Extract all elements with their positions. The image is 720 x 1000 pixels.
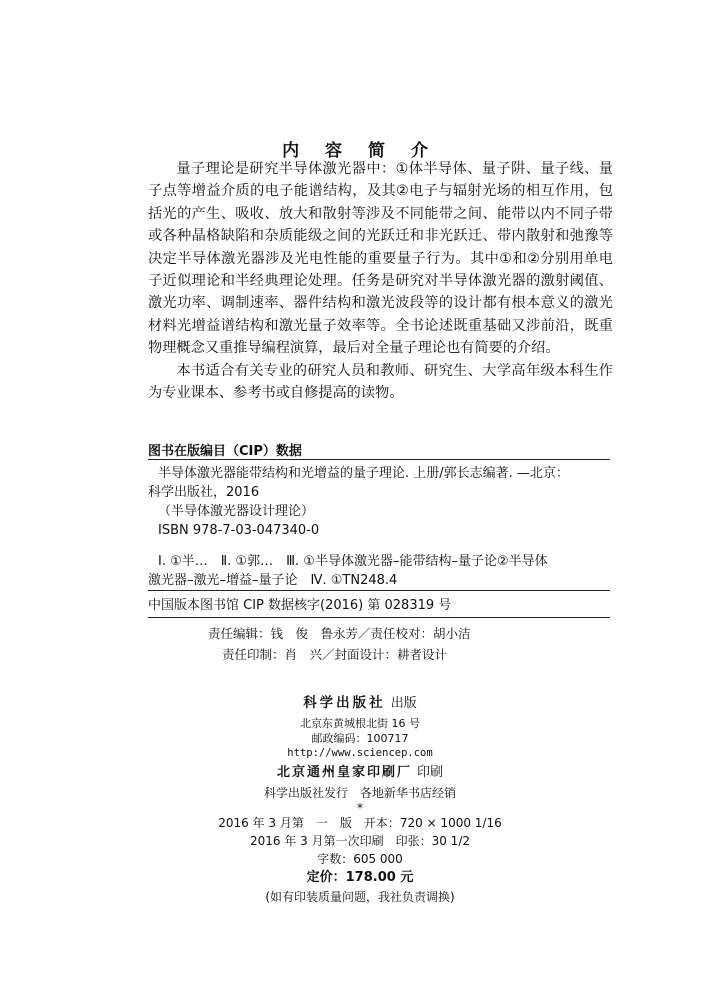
summary-text <box>148 158 613 404</box>
credits-production: 责任印制：肖 兴／封面设计：耕者设计 <box>222 647 448 662</box>
distribution: 科学出版社发行 各地新华书店经销 <box>263 786 456 800</box>
summary-paragraph-1: 量子理论是研究半导体激光器中：①体半导体、量子阱、量子线、量子点等增益介质的电子能谱结构，及其②电子与辐射光场的相互作用，包括光的产生、吸收、放大和散射等涉及不同能带之间、能带以内不同子带或各种晶格缺陷和杂质能级之间的光跃迁和非光跃迁、带内散射和弛豫等决定半导体激光器涉及光电性能的重要量子行为。其中①和②分别用单电子近似理论和半经典理论处理。任务是研究对半导体激光器的激射阈值、激光功率、调制速率、器件结构和激光波段等的设计都有根本意义的激光材料光增益谱结构和激光量子效率等。全书论述既重基础又涉前沿，既重物理概念又重推导编程演算，最后对全量子理论也有简要的介绍。 <box>148 161 613 357</box>
printer-suffix: 印刷 <box>417 765 444 780</box>
cip-line-1: 半导体激光器能带结构和光增益的量子理论. 上册/郭长志编著. —北京： <box>158 466 569 481</box>
postcode: 邮政编码：100717 <box>311 732 409 745</box>
quality-note: (如有印装质量问题，我社负责调换) <box>265 890 455 904</box>
credits <box>208 623 471 665</box>
credits-editors: 责任编辑：钱 俊 鲁永芳／责任校对：胡小洁 <box>208 626 471 641</box>
price: 定价：178.00 元 <box>306 870 414 885</box>
publisher-suffix: 出版 <box>390 696 417 711</box>
cip-top-rule <box>148 459 610 460</box>
summary-heading: 内 容 简 介 <box>282 141 438 161</box>
separator-star: * <box>357 801 363 815</box>
cip-isbn: ISBN 978-7-03-047340-0 <box>158 523 320 538</box>
cip-title: 图书在版编目（CIP）数据 <box>148 444 302 459</box>
printing-info: 2016 年 3 月第一次印刷 印张：30 1/2 <box>249 834 470 848</box>
website-url: http://www.sciencep.com <box>287 747 433 759</box>
cip-line-2: 科学出版社，2016 <box>148 485 260 500</box>
word-count: 字数：605 000 <box>317 852 403 866</box>
cip-classification-1: Ⅰ. ①半… Ⅱ. ①郭… Ⅲ. ①半导体激光器–能带结构–量子论②半导体 <box>158 554 548 569</box>
cip-series: （半导体激光器设计理论） <box>158 504 315 519</box>
cip-data-number: 中国版本图书馆 CIP 数据核字(2016) 第 028319 号 <box>148 598 452 613</box>
printer-name: 北京通州皇家印刷厂 <box>276 765 412 780</box>
cip-data-record <box>148 596 613 615</box>
summary-paragraph-2: 本书适合有关专业的研究人员和教师、研究生、大学高年级本科生作为专业课本、参考书或自修提高的读物。 <box>148 362 613 402</box>
publisher-name: 科学出版社 <box>303 695 386 711</box>
cip-mid-rule <box>148 590 610 591</box>
cip-record <box>148 464 613 590</box>
edition-info: 2016 年 3 月第 一 版 开本：720 × 1000 1/16 <box>218 816 502 830</box>
cip-classification-2: 激光器–激光–增益–量子论 Ⅳ. ①TN248.4 <box>148 573 398 588</box>
colophon <box>0 690 720 906</box>
cip-bottom-rule <box>148 617 610 618</box>
publisher-address: 北京东黄城根北街 16 号 <box>300 717 420 730</box>
